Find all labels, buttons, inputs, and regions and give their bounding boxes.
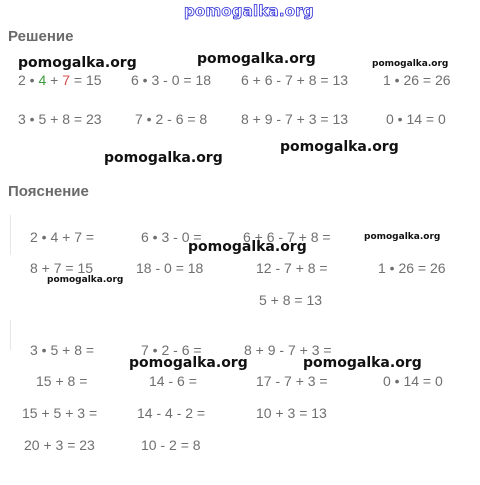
equation: 1 • 26 = 26: [383, 72, 451, 88]
watermark: pomogalka.org: [372, 59, 449, 69]
equation: 10 + 3 = 13: [256, 405, 327, 421]
equation: 20 + 3 = 23: [24, 437, 95, 453]
equation: 0 • 14 = 0: [383, 373, 443, 389]
equation: 5 + 8 = 13: [259, 292, 323, 308]
equation: 7 • 2 - 6 =: [141, 342, 202, 358]
equation: 6 + 6 - 7 + 8 =: [243, 229, 331, 245]
equation: 18 - 0 = 18: [136, 260, 204, 276]
watermark: pomogalka.org: [47, 275, 124, 285]
heading-solution: Решение: [8, 28, 74, 45]
heading-explanation: Пояснение: [8, 183, 89, 200]
equation: 10 - 2 = 8: [141, 437, 201, 453]
watermark: pomogalka.org: [18, 55, 137, 71]
watermark: pomogalka.org: [129, 355, 248, 371]
equation: 1 • 26 = 26: [378, 260, 446, 276]
watermark: pomogalka.org: [104, 150, 223, 166]
equation: 0 • 14 = 0: [386, 111, 446, 127]
equation: 8 + 9 - 7 + 3 =: [244, 342, 332, 358]
watermark: pomogalka.org: [188, 239, 307, 255]
site-logo: pomogalka.org: [184, 2, 314, 20]
divider: [10, 320, 11, 350]
watermark: pomogalka.org: [197, 51, 316, 67]
equation: 8 + 7 = 15: [30, 260, 94, 276]
equation: 14 - 6 =: [149, 373, 197, 389]
equation: 8 + 9 - 7 + 3 = 13: [241, 111, 349, 127]
equation: 6 + 6 - 7 + 8 = 13: [241, 72, 349, 88]
equation: 6 • 3 - 0 = 18: [131, 72, 212, 88]
equation: 6 • 3 - 0 =: [141, 229, 202, 245]
equation: 14 - 4 - 2 =: [137, 405, 206, 421]
equation: 17 - 7 + 3 =: [256, 373, 328, 389]
equation: 15 + 5 + 3 =: [22, 405, 98, 421]
equation: 3 • 5 + 8 =: [30, 342, 95, 358]
equation: 7 • 2 - 6 = 8: [135, 111, 208, 127]
equation: 2 • 4 + 7 =: [30, 229, 95, 245]
watermark: pomogalka.org: [364, 232, 441, 242]
equation: 15 + 8 =: [36, 373, 88, 389]
watermark: pomogalka.org: [303, 355, 422, 371]
equation: 2 • 4 + 7 = 15: [18, 72, 102, 88]
equation: 12 - 7 + 8 =: [256, 260, 328, 276]
divider: [10, 215, 11, 255]
watermark: pomogalka.org: [280, 139, 399, 155]
equation: 3 • 5 + 8 = 23: [18, 111, 102, 127]
